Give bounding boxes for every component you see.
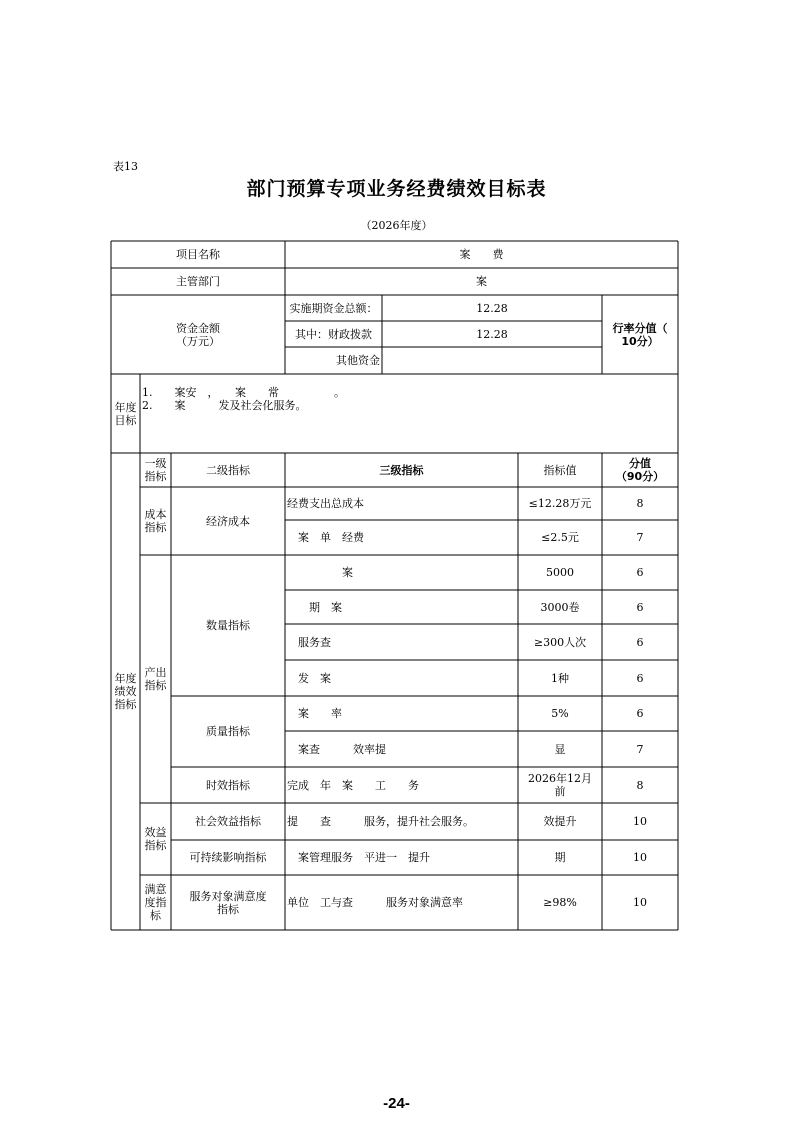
row-6-l3: 案 率 [287,707,342,720]
total-funds-label: 实施期资金总额： [289,301,378,315]
l1-output: 产出 指标 [144,666,167,692]
l1-satisfaction: 满意 度指 标 [144,883,167,922]
col-level3-header: 三级指标 [379,463,424,477]
row-6-value: 5% [551,707,569,720]
l1-cost: 成本 指标 [144,508,167,534]
row-9-l3: 提 查 服务，提升社会服务。 [287,815,474,828]
page-title: 部门预算专项业务经费绩效目标表 [246,178,547,200]
row-5-l3: 发 案 [287,671,331,685]
row-5-score: 6 [636,671,644,685]
l2-quality: 质量指标 [206,725,250,738]
row-7-l3: 案查 效率提 [287,742,386,756]
l2-satisfaction: 服务对象满意度 指标 [189,889,267,916]
other-funds-value [382,347,602,374]
row-2-value: 5000 [546,566,574,579]
col-score-header: 分值 （90分） [615,457,665,483]
row-3-value: 3000卷 [540,600,580,614]
row-8-score: 8 [636,778,644,792]
l2-social: 社会效益指标 [195,815,261,828]
row-4-l3: 服务查 [287,635,331,649]
row-2-l3: 案 [287,566,353,579]
table-number: 表13 [113,160,138,173]
row-4-value: ≥300人次 [533,635,587,649]
row-1-l3: 案 单 经费 [287,531,364,544]
row-9-value: 效提升 [543,815,577,828]
row-3-score: 6 [636,600,644,614]
row-10-score: 10 [633,851,647,864]
row-11-value: ≥98% [543,896,577,909]
project-name-label: 项目名称 [176,248,220,261]
page-number: -24- [383,1095,410,1112]
annual-goal-text: 1. 案安 ， 案 常 。 2. 案 发及社会化服务。 [142,386,345,412]
execution-score-label: 行率分值（ 10分） [612,321,668,348]
perf-indicator-label: 年度 绩效 指标 [114,672,137,711]
col-value-header: 指标值 [543,463,577,477]
col-level1-header: 一级 指标 [144,457,167,483]
year-label: （2026年度） [360,219,433,232]
fiscal-funds-label: 其中：财政拨款 [295,327,372,341]
annual-goal-label: 年度 目标 [114,400,137,427]
row-6-score: 6 [636,707,644,720]
l2-sustainable: 可持续影响指标 [189,851,267,864]
row-8-l3: 完成 年 案 工 务 [287,778,419,792]
project-name-value: 案 费 [459,248,504,261]
row-3-l3: 期 案 [287,600,342,614]
row-9-score: 10 [633,815,647,828]
fiscal-funds-value: 12.28 [476,327,508,341]
row-5-value: 1种 [551,671,569,685]
row-0-score: 8 [636,497,644,510]
department-label: 主管部门 [176,275,220,288]
row-10-l3: 案管理服务 平进一 提升 [287,851,430,864]
row-1-value: ≤2.5元 [541,531,579,544]
department-value: 案 [476,275,487,288]
row-1-score: 7 [636,531,644,544]
col-level2-header: 二级指标 [206,463,250,477]
l2-quantity: 数量指标 [206,619,250,632]
row-0-l3: 经费支出总成本 [287,497,364,510]
row-8-value: 2026年12月 前 [528,772,592,798]
l2-timeliness: 时效指标 [206,778,250,792]
row-10-value: 期 [554,851,566,864]
l2-economic-cost: 经济成本 [206,514,250,528]
row-11-l3: 单位 工与查 服务对象满意率 [287,896,463,909]
row-7-value: 显 [554,742,566,756]
row-11-score: 10 [633,896,647,909]
total-funds-value: 12.28 [476,301,508,315]
row-7-score: 7 [636,742,644,756]
row-4-score: 6 [636,635,644,649]
funds-label: 资金金额 （万元） [176,321,220,348]
other-funds-label: 其他资金 [336,354,380,367]
row-0-value: ≤12.28万元 [528,497,592,510]
row-2-score: 6 [636,566,644,579]
l1-benefit: 效益 指标 [144,826,167,852]
